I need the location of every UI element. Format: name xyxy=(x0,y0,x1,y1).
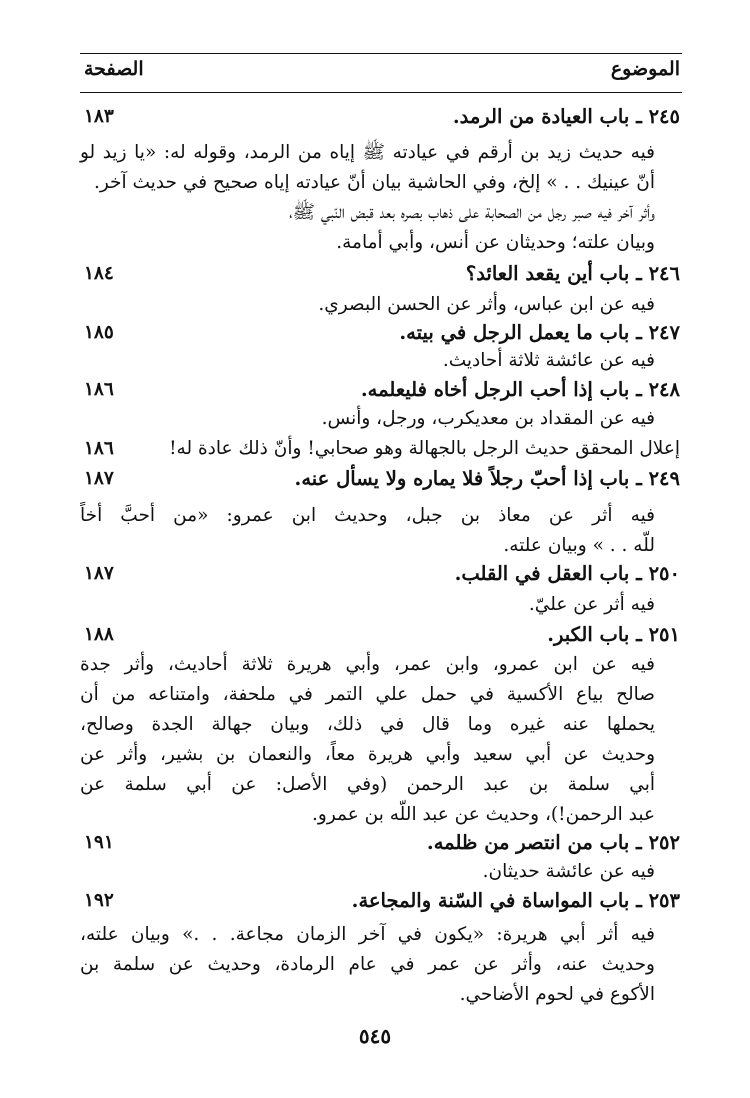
header-rule xyxy=(80,92,682,93)
entry-description-line: فيه أثر عن عليّ. xyxy=(528,594,655,615)
entry-description-line: الأكوع في لحوم الأضاحي. xyxy=(459,984,655,1005)
entry-description-line: فيه عن المقداد بن معديكرب، ورجل، وأنس. xyxy=(321,408,655,429)
entry-title: ٢٤٦ ـ باب أين يقعد العائد؟ xyxy=(465,262,680,285)
entry-description-line: فيه عن ابن عمرو، وابن عمر، وأبي هريرة ثلاثة أحاديث، وأثر جدة xyxy=(80,654,655,675)
entry-page-number: ١٨٤ xyxy=(84,263,114,284)
entry-title: ٢٤٥ ـ باب العيادة من الرمد. xyxy=(452,105,680,128)
entry-description-line: فيه عن عائشة حديثان. xyxy=(482,861,655,882)
entry-description-line: أبي سلمة بن عبد الرحمن (وفي الأصل: عن أبي سلمة عن xyxy=(80,774,655,795)
entry-description-line: فيه أثر عن معاذ بن جبل، وحديث ابن عمرو: «من أحبَّ أخاً xyxy=(80,505,655,526)
entry-description-line: فيه أثر أبي هريرة: «يكون في آخر الزمان مجاعة. . .» وبيان علته، xyxy=(80,924,655,945)
entry-page-number: ١٩١ xyxy=(84,832,114,853)
entry-description-line: وأثر آخر فيه صبر رجل من الصحابة على ذهاب بصره بعد قبض النّبي ﷺ، xyxy=(289,202,655,223)
entry-description-line: يحملها عنه غيره وما قال في ذلك، وبيان جهالة الجدة وصالح، xyxy=(80,714,655,735)
entry-description-line: للّه . . » وبيان علته. xyxy=(503,535,655,556)
entry-description-line: وحديث عنه، وأثر عن عمر في عام الرمادة، وحديث عن سلمة بن xyxy=(80,954,655,975)
entry-description-line: وبيان علته؛ وحديثان عن أنس، وأبي أمامة. xyxy=(336,232,655,253)
entry-page-number: ١٨٦ xyxy=(84,438,114,459)
entry-description-line: فيه عن عائشة ثلاثة أحاديث. xyxy=(442,350,655,371)
entry-title: ٢٥٣ ـ باب المواساة في السّنة والمجاعة. xyxy=(351,889,680,912)
entry-page-number: ١٨٧ xyxy=(84,563,114,584)
entry-description-line: فيه عن ابن عباس، وأثر عن الحسن البصري. xyxy=(318,294,655,315)
entry-title: ٢٤٩ ـ باب إذا أحبّ رجلاً فلا يماره ولا يسأل عنه. xyxy=(294,467,680,490)
entry-title: ٢٥١ ـ باب الكبر. xyxy=(547,623,680,646)
entry-description-line: أنّ عينيك . . » إلخ، وفي الحاشية بيان أنّ عيادته إياه صحيح في حديث آخر. xyxy=(93,172,655,193)
entry-page-number: ١٨٨ xyxy=(84,624,114,645)
entry-page-number: ١٩٢ xyxy=(84,890,114,911)
entry-description-line: فيه حديث زيد بن أرقم في عيادته ﷺ إياه من الرمد، وقوله له: «يا زيد لو xyxy=(80,142,655,163)
topic-column-header: الموضوع xyxy=(610,58,680,80)
folio-page-number: ٥٤٥ xyxy=(358,1024,392,1048)
entry-page-number: ١٨٧ xyxy=(84,468,114,489)
top-rule xyxy=(80,53,682,54)
entry-title: ٢٤٨ ـ باب إذا أحب الرجل أخاه فليعلمه. xyxy=(360,378,680,401)
entry-page-number: ١٨٣ xyxy=(84,106,114,127)
entry-description-line: عبد الرحمن!)، وحديث عن عبد اللّه بن عمرو. xyxy=(312,804,655,825)
entry-page-number: ١٨٦ xyxy=(84,379,114,400)
entry-description-line: صالح بياع الأكسية في حمل علي التمر في ملحفة، وامتناعه من أن xyxy=(80,684,655,705)
editor-note: إعلال المحقق حديث الرجل بالجهالة وهو صحابي! وأنّ ذلك عادة له! xyxy=(169,438,680,459)
entry-description-line: وحديث عن أبي سعيد وأبي هريرة معاً، والنعمان بن بشير، وأثر عن xyxy=(80,744,655,765)
page-column-header: الصفحة xyxy=(84,58,144,80)
entry-title: ٢٥٠ ـ باب العقل في القلب. xyxy=(454,562,680,585)
entry-page-number: ١٨٥ xyxy=(84,322,114,343)
entry-title: ٢٥٢ ـ باب من انتصر من ظلمه. xyxy=(426,831,680,854)
entry-title: ٢٤٧ ـ باب ما يعمل الرجل في بيته. xyxy=(399,321,680,344)
